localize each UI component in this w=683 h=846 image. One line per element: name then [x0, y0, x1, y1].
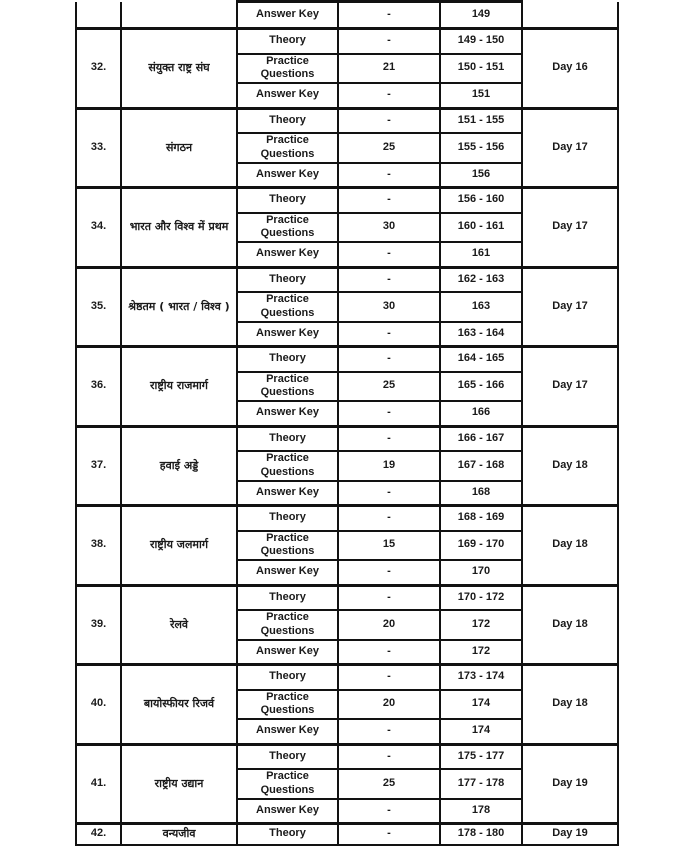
section-label-cell: Practice Questions [237, 133, 338, 163]
table-row [76, 267, 618, 292]
table-row [76, 29, 618, 54]
table-row [76, 426, 618, 451]
sno-cell: 42. [76, 824, 121, 845]
page-range-cell: 163 [440, 292, 522, 322]
page-range-cell: 150 - 151 [440, 54, 522, 84]
question-count-cell: - [338, 347, 440, 372]
section-label-cell: Practice Questions [237, 531, 338, 561]
question-count-cell: 25 [338, 133, 440, 163]
day-cell: Day 17 [522, 188, 618, 268]
page-range-cell: 156 - 160 [440, 188, 522, 213]
section-label-cell: Theory [237, 188, 338, 213]
question-count-cell: 21 [338, 54, 440, 84]
page-range-cell: 174 [440, 719, 522, 744]
page-range-cell: 151 - 155 [440, 108, 522, 133]
question-count-cell: 25 [338, 372, 440, 402]
table-row [76, 824, 618, 845]
section-label-cell: Answer Key [237, 401, 338, 426]
page-range-cell: 169 - 170 [440, 531, 522, 561]
section-label-cell: Theory [237, 506, 338, 531]
day-cell: Day 17 [522, 347, 618, 427]
section-label-cell: Answer Key [237, 799, 338, 824]
topic-cell: वन्यजीव [121, 824, 237, 845]
section-label-cell: Theory [237, 426, 338, 451]
page-range-cell: 166 [440, 401, 522, 426]
topic-cell: राष्ट्रीय उद्यान [121, 744, 237, 824]
question-count-cell: - [338, 640, 440, 665]
day-cell: Day 18 [522, 585, 618, 665]
table-row [76, 347, 618, 372]
section-label-cell: Theory [237, 108, 338, 133]
question-count-cell: - [338, 560, 440, 585]
section-label-cell: Practice Questions [237, 372, 338, 402]
question-count-cell: 15 [338, 531, 440, 561]
table-row [76, 665, 618, 690]
section-label-cell: Answer Key [237, 481, 338, 506]
page-range-cell: 156 [440, 163, 522, 188]
question-count-cell: 25 [338, 769, 440, 799]
page-range-cell: 155 - 156 [440, 133, 522, 163]
question-count-cell: 30 [338, 292, 440, 322]
table-row [76, 506, 618, 531]
sno-cell: 39. [76, 585, 121, 665]
page-range-cell: 167 - 168 [440, 451, 522, 481]
page-range-cell: 149 [440, 2, 522, 29]
page-range-cell: 164 - 165 [440, 347, 522, 372]
section-label-cell: Practice Questions [237, 213, 338, 243]
topic-cell: बायोस्फीयर रिजर्व [121, 665, 237, 745]
table-row [76, 188, 618, 213]
topic-cell: संयुक्त राष्ट्र संघ [121, 29, 237, 109]
sno-cell: 37. [76, 426, 121, 506]
schedule-table-body [76, 2, 618, 845]
topic-cell: श्रेष्ठतम ( भारत / विश्व ) [121, 267, 237, 347]
question-count-cell: - [338, 824, 440, 845]
day-cell: Day 18 [522, 506, 618, 586]
question-count-cell: - [338, 29, 440, 54]
question-count-cell: - [338, 83, 440, 108]
question-count-cell: - [338, 426, 440, 451]
day-cell [522, 2, 618, 29]
question-count-cell: - [338, 506, 440, 531]
page-range-cell: 172 [440, 640, 522, 665]
page-range-cell: 174 [440, 690, 522, 720]
sno-cell: 32. [76, 29, 121, 109]
page-range-cell: 178 [440, 799, 522, 824]
study-plan-table [75, 0, 619, 846]
question-count-cell: - [338, 744, 440, 769]
day-cell: Day 19 [522, 744, 618, 824]
question-count-cell: - [338, 108, 440, 133]
page-range-cell: 151 [440, 83, 522, 108]
page-range-cell: 170 - 172 [440, 585, 522, 610]
question-count-cell: - [338, 401, 440, 426]
day-cell: Day 17 [522, 267, 618, 347]
section-label-cell: Answer Key [237, 719, 338, 744]
section-label-cell: Theory [237, 824, 338, 845]
day-cell: Day 18 [522, 426, 618, 506]
section-label-cell: Practice Questions [237, 690, 338, 720]
question-count-cell: - [338, 242, 440, 267]
question-count-cell: - [338, 799, 440, 824]
section-label-cell: Answer Key [237, 83, 338, 108]
section-label-cell: Practice Questions [237, 292, 338, 322]
sno-cell: 41. [76, 744, 121, 824]
page-range-cell: 166 - 167 [440, 426, 522, 451]
question-count-cell: - [338, 322, 440, 347]
section-label-cell: Theory [237, 29, 338, 54]
page-range-cell: 162 - 163 [440, 267, 522, 292]
topic-cell: संगठन [121, 108, 237, 188]
question-count-cell: - [338, 2, 440, 29]
question-count-cell: - [338, 188, 440, 213]
section-label-cell: Theory [237, 665, 338, 690]
sno-cell: 35. [76, 267, 121, 347]
section-label-cell: Practice Questions [237, 451, 338, 481]
section-label-cell: Answer Key [237, 322, 338, 347]
section-label-cell: Answer Key [237, 2, 338, 29]
page-range-cell: 168 - 169 [440, 506, 522, 531]
day-cell: Day 18 [522, 665, 618, 745]
day-cell: Day 16 [522, 29, 618, 109]
page-range-cell: 163 - 164 [440, 322, 522, 347]
section-label-cell: Answer Key [237, 560, 338, 585]
page-range-cell: 173 - 174 [440, 665, 522, 690]
section-label-cell: Practice Questions [237, 769, 338, 799]
question-count-cell: - [338, 163, 440, 188]
topic-cell: भारत और विश्व में प्रथम [121, 188, 237, 268]
question-count-cell: - [338, 665, 440, 690]
question-count-cell: - [338, 267, 440, 292]
table-row [76, 585, 618, 610]
day-cell: Day 19 [522, 824, 618, 845]
section-label-cell: Answer Key [237, 163, 338, 188]
section-label-cell: Theory [237, 347, 338, 372]
table-row [76, 744, 618, 769]
topic-cell: राष्ट्रीय राजमार्ग [121, 347, 237, 427]
topic-cell: रेलवे [121, 585, 237, 665]
sno-cell: 38. [76, 506, 121, 586]
sno-cell: 36. [76, 347, 121, 427]
page-range-cell: 172 [440, 610, 522, 640]
section-label-cell: Theory [237, 585, 338, 610]
section-label-cell: Answer Key [237, 640, 338, 665]
question-count-cell: 19 [338, 451, 440, 481]
section-label-cell: Practice Questions [237, 54, 338, 84]
page-range-cell: 168 [440, 481, 522, 506]
sno-cell: 40. [76, 665, 121, 745]
question-count-cell: 20 [338, 690, 440, 720]
sno-cell: 34. [76, 188, 121, 268]
section-label-cell: Theory [237, 744, 338, 769]
page-range-cell: 175 - 177 [440, 744, 522, 769]
section-label-cell: Theory [237, 267, 338, 292]
question-count-cell: - [338, 719, 440, 744]
day-cell: Day 17 [522, 108, 618, 188]
topic-cell [121, 2, 237, 29]
topic-cell: हवाई अड्डे [121, 426, 237, 506]
page-range-cell: 161 [440, 242, 522, 267]
question-count-cell: 30 [338, 213, 440, 243]
sno-cell: 33. [76, 108, 121, 188]
question-count-cell: - [338, 481, 440, 506]
topic-cell: राष्ट्रीय जलमार्ग [121, 506, 237, 586]
page-range-cell: 177 - 178 [440, 769, 522, 799]
question-count-cell: - [338, 585, 440, 610]
page-range-cell: 160 - 161 [440, 213, 522, 243]
table-row [76, 2, 618, 29]
question-count-cell: 20 [338, 610, 440, 640]
section-label-cell: Practice Questions [237, 610, 338, 640]
page-range-cell: 165 - 166 [440, 372, 522, 402]
table-row [76, 108, 618, 133]
page-range-cell: 149 - 150 [440, 29, 522, 54]
page-range-cell: 170 [440, 560, 522, 585]
page-range-cell: 178 - 180 [440, 824, 522, 845]
section-label-cell: Answer Key [237, 242, 338, 267]
sno-cell [76, 2, 121, 29]
